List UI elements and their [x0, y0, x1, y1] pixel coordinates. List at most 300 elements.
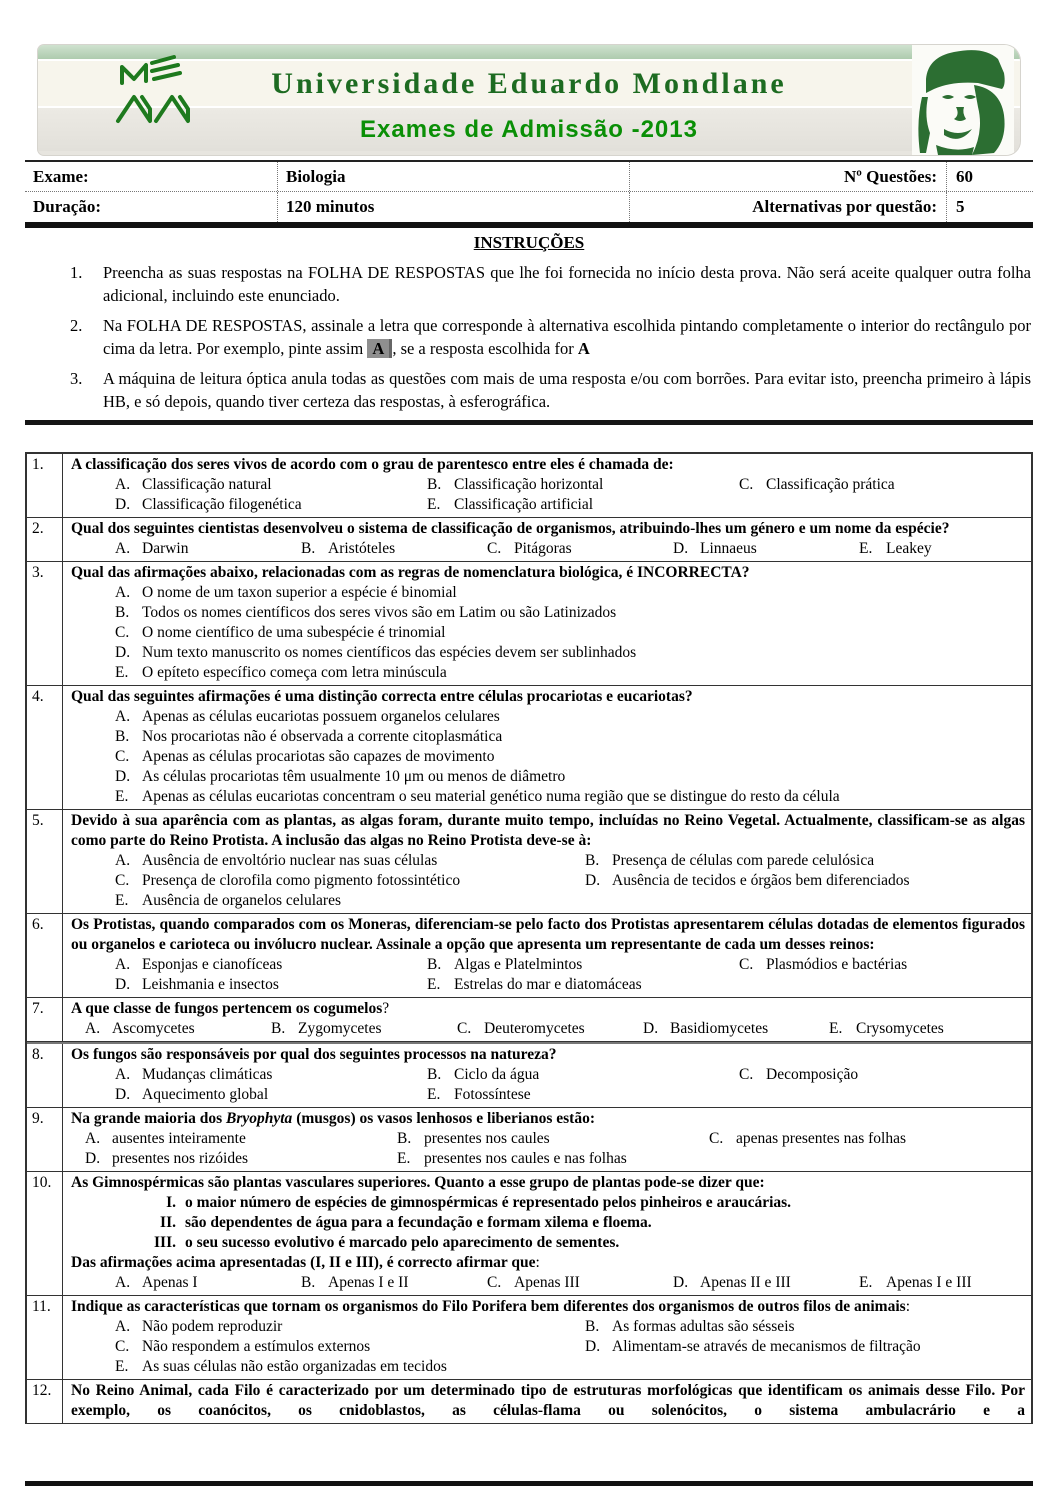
- options-row: [71, 1065, 1025, 1085]
- option-text: Classificação artificial: [454, 496, 594, 513]
- option-letter: C.: [487, 540, 502, 557]
- option-letter: A.: [115, 540, 131, 557]
- option-text: Apenas as células eucariotas possuem organelos celulares: [142, 708, 500, 725]
- answer-option: [585, 871, 1025, 891]
- option-text: Deuteromycetes: [484, 1020, 585, 1037]
- answer-option: [115, 475, 427, 495]
- num-questions-value: 60: [956, 166, 973, 186]
- option-letter: E.: [427, 496, 441, 513]
- options-row: [71, 643, 1025, 663]
- question-content: [63, 1296, 1031, 1379]
- option-text: Apenas as células procariotas são capazes de movimento: [142, 748, 495, 765]
- option-text: Crysomycetes: [856, 1020, 944, 1037]
- statement-item: [71, 1193, 1025, 1213]
- answer-option: [427, 975, 1025, 995]
- answer-option: [85, 1129, 397, 1149]
- question-row: [27, 686, 1031, 810]
- question-row: [27, 518, 1031, 562]
- option-text: Ascomycetes: [112, 1020, 195, 1037]
- option-text: Aquecimento global: [142, 1086, 269, 1103]
- question-row: [27, 454, 1031, 518]
- answer-option: [427, 955, 739, 975]
- question-number: 8.: [27, 1044, 63, 1107]
- option-text: Apenas I: [142, 1274, 198, 1291]
- question-prompt: [71, 1045, 1025, 1065]
- answer-option: [585, 1317, 1025, 1337]
- text-segment: Devido à sua aparência com as plantas, as algas foram, durante muito tempo, incluídas no Reino Vegetal. Actualmente, classificam-se as algas como parte do Reino Protista. A inclusão das algas no Reino Protista deve-se à:: [71, 812, 1025, 849]
- options-row: [71, 975, 1025, 995]
- answer-option: [585, 851, 1025, 871]
- option-letter: A.: [115, 852, 131, 869]
- options-row: [71, 475, 1025, 495]
- question-number: 10.: [27, 1172, 63, 1295]
- option-text: Apenas I e III: [886, 1274, 972, 1291]
- answer-option: [739, 955, 1025, 975]
- option-letter: D.: [115, 976, 131, 993]
- question-prompt: [71, 563, 1025, 583]
- question-content: [63, 1172, 1031, 1295]
- option-letter: C.: [115, 872, 130, 889]
- duration-value: 120 minutos: [278, 192, 630, 222]
- alternatives-value: 5: [956, 197, 965, 216]
- instructions-list: [25, 262, 1033, 413]
- answer-option: [397, 1149, 1025, 1169]
- question-content: [63, 1380, 1031, 1423]
- exam-label: Exame:: [25, 162, 278, 191]
- text-segment: Na grande maioria dos: [71, 1110, 226, 1127]
- text-segment: Qual dos seguintes cientistas desenvolveu o sistema de classificação de organismos, atribuindo-lhes um género e um nome da espécie?: [71, 520, 950, 537]
- questions-table: [25, 452, 1033, 1424]
- question-row: [27, 810, 1031, 914]
- statement-number: I.: [166, 1194, 176, 1211]
- text-segment: Na FOLHA DE RESPOSTAS, assinale a letra que corresponde à alternativa escolhida pintando completamente o interior do rectângulo por cima da letra. Por exemplo, pinte assim: [103, 316, 1031, 358]
- option-letter: E.: [115, 892, 129, 909]
- text-segment: A máquina de leitura óptica anula todas as questões com mais de uma resposta e/ou com borrões. Para evitar isto, preencha primeiro à lápis HB, e só depois, quando tiver certeza das respostas, à esferográfica.: [103, 369, 1031, 411]
- option-letter: D.: [115, 644, 131, 661]
- option-letter: C.: [739, 956, 754, 973]
- answer-option: [397, 1129, 709, 1149]
- answer-option: [115, 1337, 585, 1357]
- option-letter: A.: [115, 956, 131, 973]
- answer-option: [673, 1273, 859, 1293]
- option-text: Esponjas e cianofíceas: [142, 956, 283, 973]
- answer-option: [301, 539, 487, 559]
- answer-option: [271, 1019, 457, 1039]
- exam-info-row: [25, 162, 1033, 192]
- options-row: [71, 1149, 1025, 1169]
- option-text: Não respondem a estímulos externos: [142, 1338, 371, 1355]
- option-letter: E.: [115, 788, 129, 805]
- option-text: Classificação horizontal: [454, 476, 604, 493]
- question-number: 11.: [27, 1296, 63, 1379]
- option-letter: A.: [115, 708, 131, 725]
- question-number: 1.: [27, 454, 63, 517]
- answer-option: [85, 1149, 397, 1169]
- instructions-section: [25, 233, 1033, 421]
- statement-text: o seu sucesso evolutivo é marcado pelo aparecimento de sementes.: [185, 1234, 620, 1251]
- option-text: apenas presentes nas folhas: [736, 1130, 907, 1147]
- options-row: [71, 727, 1025, 747]
- option-letter: A.: [115, 1318, 131, 1335]
- instruction-number: 3.: [70, 369, 83, 388]
- instruction-number: 1.: [70, 263, 83, 282]
- option-text: Alimentam-se através de mecanismos de filtração: [612, 1338, 921, 1355]
- text-segment: (musgos) os vasos lenhosos e liberianos estão:: [292, 1110, 596, 1127]
- option-letter: C.: [709, 1130, 724, 1147]
- text-segment: Qual das seguintes afirmações é uma distinção correcta entre células procariotas e eucariotas?: [71, 688, 693, 705]
- answer-option: [115, 787, 1025, 807]
- answer-option: [115, 747, 1025, 767]
- answer-option: [709, 1129, 1025, 1149]
- statement-number: III.: [154, 1234, 176, 1251]
- options-row: [71, 707, 1025, 727]
- answer-option: [115, 603, 1025, 623]
- options-row: [71, 1337, 1025, 1357]
- question-row: [27, 1042, 1031, 1108]
- option-letter: B.: [115, 604, 130, 621]
- question-row: [27, 1172, 1031, 1296]
- option-letter: A.: [85, 1020, 101, 1037]
- exam-value: Biologia: [278, 162, 630, 191]
- option-text: Aristóteles: [328, 540, 396, 557]
- section-divider: [25, 420, 1033, 425]
- question-content: [63, 810, 1031, 913]
- answer-option: [115, 539, 301, 559]
- options-row: [71, 603, 1025, 623]
- answer-option: [427, 1065, 739, 1085]
- question-prompt: [71, 1173, 1025, 1193]
- answer-option: [427, 475, 739, 495]
- question-prompt: [71, 687, 1025, 707]
- answer-option: [115, 1317, 585, 1337]
- option-text: O nome científico de uma subespécie é trinomial: [142, 624, 446, 641]
- num-questions-label: Nº Questões:: [630, 162, 947, 191]
- answer-option: [115, 1273, 301, 1293]
- instruction-item: [25, 368, 1033, 413]
- instruction-text: [103, 368, 1033, 413]
- text-segment: Bryophyta: [226, 1110, 293, 1127]
- option-letter: A.: [115, 1066, 131, 1083]
- answer-option: [487, 1273, 673, 1293]
- option-text: Fotossíntese: [454, 1086, 531, 1103]
- answer-option: [859, 539, 1025, 559]
- options-row: [71, 767, 1025, 787]
- option-text: Apenas II e III: [700, 1274, 791, 1291]
- example-filled-letter: A: [367, 339, 392, 358]
- options-row: [71, 747, 1025, 767]
- answer-option: [427, 495, 1025, 515]
- options-row: [71, 583, 1025, 603]
- question-prompt: [71, 811, 1025, 851]
- question-content: [63, 914, 1031, 997]
- options-row: [71, 871, 1025, 891]
- mondlane-portrait: [912, 45, 1014, 155]
- question-number: 9.: [27, 1108, 63, 1171]
- option-letter: C.: [739, 1066, 754, 1083]
- question-prompt: [71, 915, 1025, 955]
- option-text: Apenas III: [514, 1274, 580, 1291]
- text-segment: Preencha as suas respostas na FOLHA DE RESPOSTAS que lhe foi fornecida no início desta prova. Não será aceite qualquer outra folha adicional, incluindo este enunciado.: [103, 263, 1031, 305]
- option-letter: E.: [427, 1086, 441, 1103]
- answer-option: [115, 663, 1025, 683]
- duration-label: Duração:: [25, 192, 278, 222]
- option-letter: D.: [115, 768, 131, 785]
- answer-option: [115, 871, 585, 891]
- question-prompt: [71, 455, 1025, 475]
- option-letter: C.: [487, 1274, 502, 1291]
- question-prompt: [71, 1253, 1025, 1273]
- option-letter: B.: [115, 728, 130, 745]
- option-text: Classificação prática: [766, 476, 895, 493]
- answer-option: [115, 955, 427, 975]
- options-row: [71, 623, 1025, 643]
- question-content: [63, 686, 1031, 809]
- answer-option: [115, 891, 1025, 911]
- statement-item: [71, 1233, 1025, 1253]
- answer-option: [115, 707, 1025, 727]
- option-text: Ausência de tecidos e órgãos bem diferenciados: [612, 872, 910, 889]
- option-text: As suas células não estão organizadas em tecidos: [142, 1358, 447, 1375]
- option-letter: E.: [859, 540, 873, 557]
- option-text: Plasmódios e bactérias: [766, 956, 908, 973]
- option-text: ausentes inteiramente: [112, 1130, 246, 1147]
- exam-session-title: Exames de Admissão -2013: [360, 115, 698, 143]
- option-letter: D.: [115, 496, 131, 513]
- option-text: Nos procariotas não é observada a corrente citoplasmática: [142, 728, 503, 745]
- question-prompt: [71, 519, 1025, 539]
- university-name: Universidade Eduardo Mondlane: [271, 66, 787, 100]
- question-content: [63, 454, 1031, 517]
- option-text: Zygomycetes: [298, 1020, 382, 1037]
- options-row: [71, 1129, 1025, 1149]
- option-letter: A.: [115, 476, 131, 493]
- answer-option: [115, 495, 427, 515]
- option-letter: D.: [585, 872, 601, 889]
- page-bottom-rule: [25, 1481, 1033, 1486]
- text-segment: , se a resposta escolhida for: [392, 338, 578, 358]
- option-text: O nome de um taxon superior a espécie é binomial: [142, 584, 457, 601]
- option-text: Darwin: [142, 540, 189, 557]
- answer-option: [115, 975, 427, 995]
- option-letter: E.: [859, 1274, 873, 1291]
- option-letter: C.: [115, 624, 130, 641]
- text-segment: Indique as características que tornam os organismos do Filo Porifera bem diferentes dos organismos de outros filos de animais: [71, 1298, 906, 1315]
- question-prompt: [71, 1109, 1025, 1129]
- option-letter: C.: [457, 1020, 472, 1037]
- option-letter: E.: [115, 664, 129, 681]
- answer-option: [115, 583, 1025, 603]
- option-letter: C.: [115, 748, 130, 765]
- question-content: [63, 998, 1031, 1041]
- option-letter: E.: [829, 1020, 843, 1037]
- option-letter: D.: [673, 540, 689, 557]
- answer-option: [115, 1085, 427, 1105]
- instruction-item: [25, 315, 1033, 360]
- uem-logo-icon: [100, 49, 205, 149]
- option-letter: B.: [427, 1066, 442, 1083]
- option-text: presentes nos rizóides: [112, 1150, 249, 1167]
- question-number: 2.: [27, 518, 63, 561]
- option-letter: D.: [85, 1150, 101, 1167]
- option-text: presentes nos caules: [424, 1130, 550, 1147]
- option-letter: C.: [115, 1338, 130, 1355]
- option-text: Todos os nomes científicos dos seres vivos são em Latim ou são Latinizados: [142, 604, 617, 621]
- exam-info-row: [25, 192, 1033, 222]
- question-row: [27, 1108, 1031, 1172]
- question-number: 6.: [27, 914, 63, 997]
- answer-option: [829, 1019, 1025, 1039]
- options-row: [71, 1273, 1025, 1293]
- question-row: [27, 1296, 1031, 1380]
- option-letter: B.: [585, 1318, 600, 1335]
- option-letter: B.: [397, 1130, 412, 1147]
- statement-text: o maior número de espécies de gimnospérmicas é representado pelos pinheiros e araucárias.: [185, 1194, 792, 1211]
- answer-option: [457, 1019, 643, 1039]
- question-content: [63, 562, 1031, 685]
- options-row: [71, 1357, 1025, 1377]
- option-text: Ausência de envoltório nuclear nas suas células: [142, 852, 438, 869]
- option-letter: A.: [115, 584, 131, 601]
- text-segment: A que classe de fungos pertencem os cogumelos: [71, 1000, 383, 1017]
- options-row: [71, 891, 1025, 911]
- question-number: 12.: [27, 1380, 63, 1423]
- option-text: Linnaeus: [700, 540, 757, 557]
- question-row: [27, 562, 1031, 686]
- text-segment: Os Protistas, quando comparados com os Moneras, diferenciam-se pelo facto dos Protistas apresentarem células dotadas de elementos figurados ou organelos e carioteca ou invólucro nuclear. Assinale a opção que apresenta um representante de cada um desses reinos:: [71, 916, 1025, 953]
- options-row: [71, 851, 1025, 871]
- instruction-item: [25, 262, 1033, 307]
- question-row: [27, 914, 1031, 998]
- text-segment: Qual das afirmações abaixo, relacionadas com as regras de nomenclatura biológica, é INCORRECTA?: [71, 564, 750, 581]
- answer-option: [673, 539, 859, 559]
- answer-option: [85, 1019, 271, 1039]
- options-row: [71, 955, 1025, 975]
- question-prompt: [71, 1381, 1025, 1421]
- header-banner: [38, 45, 1020, 155]
- option-letter: D.: [673, 1274, 689, 1291]
- question-row: [27, 1380, 1031, 1424]
- question-content: [63, 518, 1031, 561]
- option-letter: D.: [643, 1020, 659, 1037]
- option-text: Apenas as células eucariotas concentram o seu material genético numa região que se distingue do resto da célula: [142, 788, 840, 805]
- option-text: Leakey: [886, 540, 932, 557]
- statement-number: II.: [160, 1214, 176, 1231]
- instructions-title: INSTRUÇÕES: [473, 233, 585, 252]
- question-number: 7.: [27, 998, 63, 1041]
- option-text: presentes nos caules e nas folhas: [424, 1150, 627, 1167]
- option-text: Decomposição: [766, 1066, 859, 1083]
- question-number: 5.: [27, 810, 63, 913]
- option-letter: A.: [85, 1130, 101, 1147]
- option-text: Apenas I e II: [328, 1274, 409, 1291]
- option-text: Leishmania e insectos: [142, 976, 279, 993]
- option-text: Presença de células com parede celulósica: [612, 852, 875, 869]
- options-row: [71, 787, 1025, 807]
- answer-option: [643, 1019, 829, 1039]
- answer-option: [115, 851, 585, 871]
- option-text: O epíteto específico começa com letra minúscula: [142, 664, 447, 681]
- text-segment: A classificação dos seres vivos de acordo com o grau de parentesco entre eles é chamada de:: [71, 456, 674, 473]
- options-row: [71, 1019, 1025, 1039]
- option-text: As formas adultas são sésseis: [612, 1318, 795, 1335]
- instruction-number: 2.: [70, 316, 83, 335]
- instruction-text: [103, 315, 1033, 360]
- text-segment: :: [535, 1254, 540, 1271]
- text-segment: No Reino Animal, cada Filo é caracterizado por um determinado tipo de estruturas morfológicas que identificam os animais desse Filo. Por exemplo, os coanócitos, os cnidoblastos, as células-flama ou solenócitos, o sistema ambulacrário e a: [71, 1382, 1025, 1419]
- option-text: Algas e Platelmintos: [454, 956, 583, 973]
- answer-option: [115, 727, 1025, 747]
- option-letter: B.: [271, 1020, 286, 1037]
- option-text: Mudanças climáticas: [142, 1066, 273, 1083]
- question-prompt: [71, 999, 1025, 1019]
- answer-option: [487, 539, 673, 559]
- option-letter: D.: [115, 1086, 131, 1103]
- text-segment: Das afirmações acima apresentadas (I, II e III), é correcto afirmar que: [71, 1254, 536, 1271]
- option-letter: B.: [301, 1274, 316, 1291]
- option-text: Presença de clorofila como pigmento fotossintético: [142, 872, 461, 889]
- option-text: As células procariotas têm usualmente 10 μm ou menos de diâmetro: [142, 768, 566, 785]
- text-segment: A: [577, 338, 590, 358]
- option-letter: A.: [115, 1274, 131, 1291]
- option-letter: E.: [115, 1358, 129, 1375]
- question-number: 3.: [27, 562, 63, 685]
- question-row: [27, 998, 1031, 1042]
- alternatives-label: Alternativas por questão:: [630, 192, 947, 222]
- option-letter: E.: [397, 1150, 411, 1167]
- option-letter: B.: [301, 540, 316, 557]
- option-text: Ausência de organelos celulares: [142, 892, 341, 909]
- text-segment: :: [905, 1298, 910, 1315]
- answer-option: [859, 1273, 1025, 1293]
- text-segment: As Gimnospérmicas são plantas vasculares superiores. Quanto a esse grupo de plantas pode-se dizer que:: [71, 1174, 765, 1191]
- answer-option: [585, 1337, 1025, 1357]
- answer-option: [115, 1357, 1025, 1377]
- option-letter: B.: [427, 956, 442, 973]
- options-row: [71, 539, 1025, 559]
- option-text: Classificação natural: [142, 476, 272, 493]
- option-letter: B.: [427, 476, 442, 493]
- option-text: Classificação filogenética: [142, 496, 302, 513]
- answer-option: [301, 1273, 487, 1293]
- exam-info-table: [25, 160, 1033, 228]
- options-row: [71, 1317, 1025, 1337]
- option-text: Ciclo da água: [454, 1066, 540, 1083]
- answer-option: [739, 475, 1025, 495]
- instruction-text: [103, 262, 1033, 307]
- text-segment: ?: [382, 1000, 390, 1017]
- option-text: Num texto manuscrito os nomes científicos das espécies devem ser sublinhados: [142, 644, 637, 661]
- option-letter: E.: [427, 976, 441, 993]
- option-letter: D.: [585, 1338, 601, 1355]
- answer-option: [115, 623, 1025, 643]
- options-row: [71, 495, 1025, 515]
- options-row: [71, 1085, 1025, 1105]
- option-text: Estrelas do mar e diatomáceas: [454, 976, 642, 993]
- answer-option: [115, 643, 1025, 663]
- option-text: Não podem reproduzir: [142, 1318, 283, 1335]
- question-number: 4.: [27, 686, 63, 809]
- answer-option: [115, 767, 1025, 787]
- option-letter: B.: [585, 852, 600, 869]
- statement-text: são dependentes de água para a fecundação e formam xilema e floema.: [185, 1214, 652, 1231]
- option-text: Pitágoras: [514, 540, 572, 557]
- answer-option: [427, 1085, 1025, 1105]
- statement-item: [71, 1213, 1025, 1233]
- text-segment: Os fungos são responsáveis por qual dos seguintes processos na natureza?: [71, 1046, 557, 1063]
- answer-option: [739, 1065, 1025, 1085]
- answer-option: [115, 1065, 427, 1085]
- option-text: Basidiomycetes: [670, 1020, 769, 1037]
